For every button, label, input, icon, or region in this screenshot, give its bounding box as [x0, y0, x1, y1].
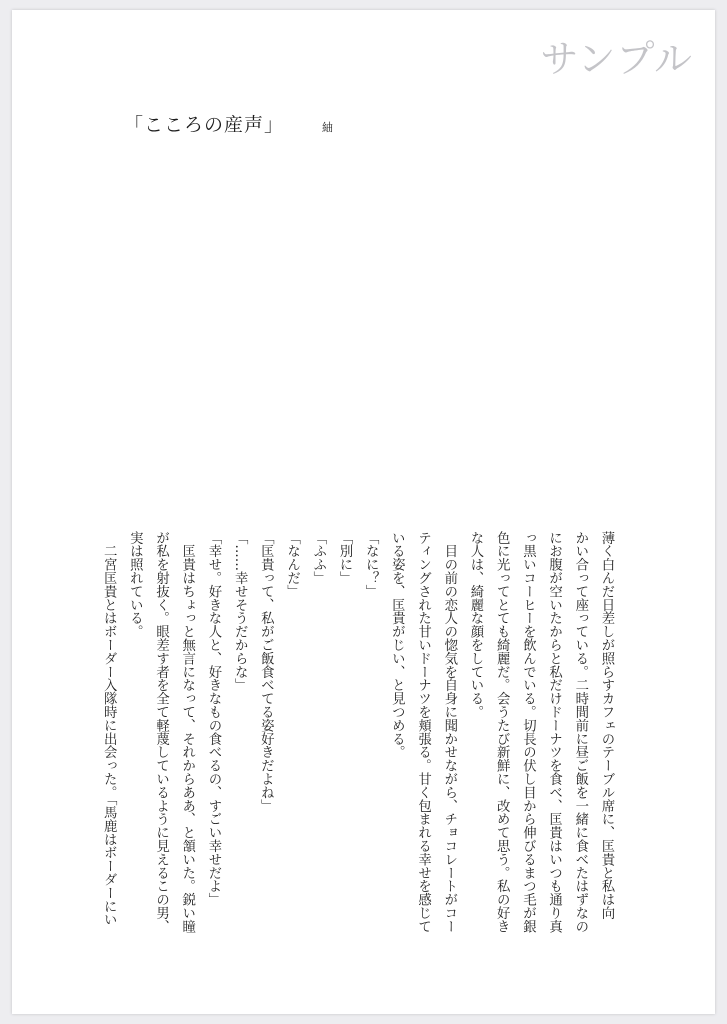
body-line: 薄く白んだ日差しが照らすカフェのテーブル席に、匡貴と私は向 [599, 531, 614, 920]
body-line: ティングされた甘いドーナツを頬張る。甘く包まれる幸せを感じて [415, 531, 431, 933]
body-line: 「幸せ。好きな人と、好きなもの食べるの、すごい幸せだよ」 [205, 531, 221, 907]
body-line: 「別に」 [336, 531, 352, 585]
body-line: 色に光ってとても綺麗だ。会うたび新鮮に、改めて思う。私の好き [494, 531, 510, 933]
body-line: 「なに？」 [363, 531, 379, 598]
body-line: が私を射抜く。眼差す者を全て軽蔑しているように見えるこの男、 [153, 531, 169, 933]
sample-watermark: サンプル [540, 37, 693, 81]
body-line: 「……幸せそうだからな」 [232, 531, 248, 692]
author-name: 紬 [322, 121, 334, 134]
body-line: いる姿を、匡貴がじい、と見つめる。 [389, 531, 405, 759]
body-line: 二宮匡貴とはボーダー入隊時に出会った。「馬鹿はボーダーにい [101, 531, 117, 927]
body-line: 「ふふ」 [310, 531, 326, 585]
body-line: 匡貴はちょっと無言になって、それからああ、と頷いた。鋭い瞳 [179, 531, 195, 933]
body-line: 目の前の恋人の惚気を自身に聞かせながら、チョコレートがコー [441, 531, 457, 933]
body-line: 「匡貴って、私がご飯食べてる姿好きだよね」 [258, 531, 274, 813]
vertical-body-text [101, 531, 619, 945]
title-block [124, 110, 333, 137]
body-line: 実は照れている。 [127, 531, 143, 639]
body-line: かい合って座っている。二時間前に昼ご飯を一緒に食べたはずなの [572, 531, 588, 933]
body-line: にお腹が空いたからと私だけドーナツを食べ、匡貴はいつも通り真 [546, 531, 562, 933]
body-line: 「なんだ」 [284, 531, 300, 598]
body-line: な人は、綺麗な顔をしている。 [467, 531, 483, 719]
story-title: 「こころの産声」 [124, 114, 285, 136]
document-page [12, 10, 715, 1014]
body-line: っ黒いコーヒーを飲んでいる。切長の伏し目から伸びるまつ毛が銀 [520, 531, 536, 933]
